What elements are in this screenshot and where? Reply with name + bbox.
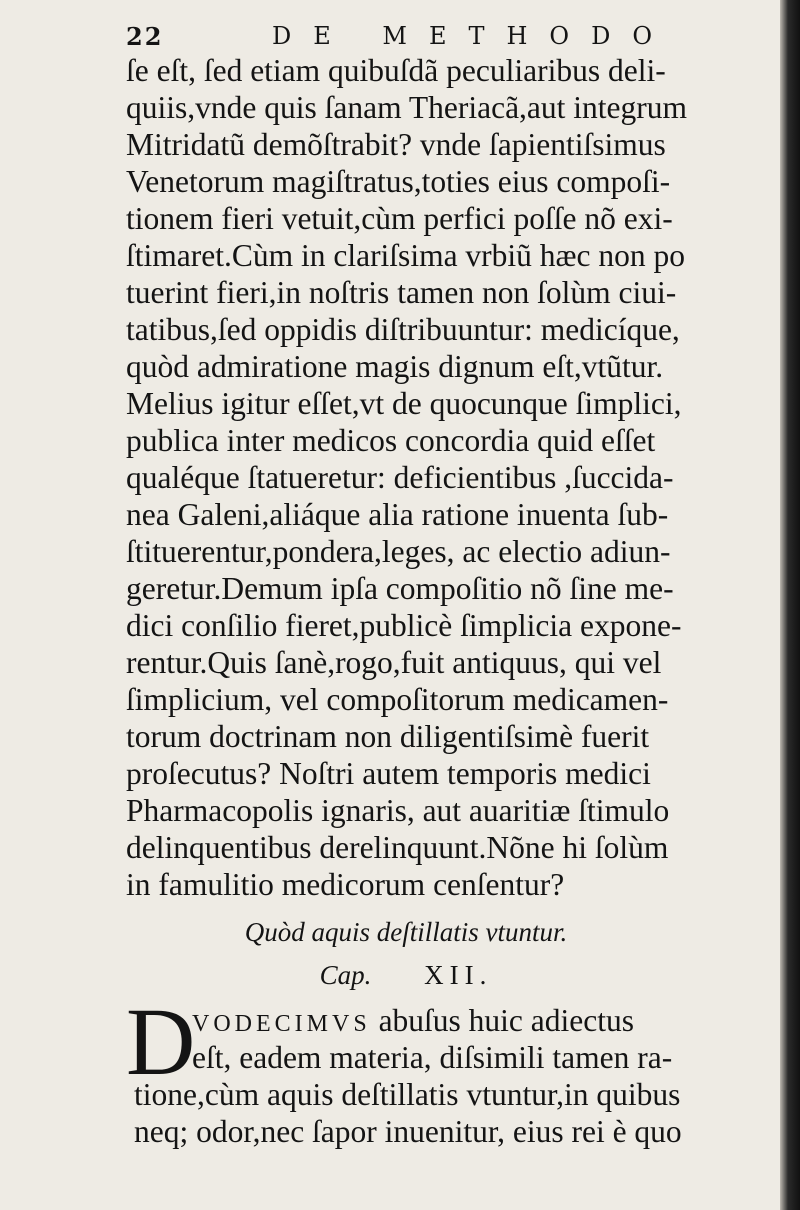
text-line: geretur.Demum ipſa compoſitio nõ ſine me-	[126, 571, 674, 606]
text-line: quòd admiratione magis dignum eſt,vtũtur.	[126, 349, 664, 384]
text-line: eſt, eadem materia, diſsimili tamen ra-	[192, 1040, 673, 1075]
text-line: in famulitio medicorum cenſentur?	[126, 867, 565, 902]
text-line: qualéque ſtatueretur: deficientibus ,ſuccida-	[126, 460, 674, 495]
text-line: Venetorum magiſtratus,toties eius compoſi-	[126, 164, 671, 199]
text-line: ſtituerentur,pondera,leges, ac electio adiun-	[126, 534, 671, 569]
text-line: publica inter medicos concordia quid eſſet	[126, 423, 656, 458]
text-line: neq; odor,nec ſapor inuenitur, eius rei è quo	[134, 1114, 682, 1149]
text-line: ſimplicium, vel compoſitorum medicamen-	[126, 682, 669, 717]
text-line: dici conſilio fieret,publicè ſimplicia expone-	[126, 608, 682, 643]
text-line: Mitridatũ demõſtrabit? vnde ſapientiſsimus	[126, 127, 666, 162]
first-word: VODECIMVS	[192, 1011, 371, 1037]
text-line: tione,cùm aquis deſtillatis vtuntur,in quibus	[134, 1077, 681, 1112]
text-line: tuerint fieri,in noſtris tamen non ſolùm ciui-	[126, 275, 677, 310]
text-line: rentur.Quis ſanè,rogo,fuit antiquus, qui vel	[126, 645, 662, 680]
running-title: DE METHODO	[272, 22, 675, 50]
text-line: Pharmacopolis ignaris, aut auaritiæ ſtimulo	[126, 793, 670, 828]
text-line: quiis,vnde quis ſanam Theriacã,aut integrum	[126, 90, 688, 125]
body-text	[126, 52, 696, 903]
page-number: 22	[126, 22, 164, 51]
text-line: tatibus,ſed oppidis diſtribuuntur: medicíque,	[126, 312, 680, 347]
text-line: nea Galeni,aliáque alia ratione inuenta ſub-	[126, 497, 669, 532]
chapter-body	[134, 1002, 696, 1150]
text-line: torum doctrinam non diligentiſsimè fuerit	[126, 719, 650, 754]
text-line: proſecutus? Noſtri autem temporis medici	[126, 756, 651, 791]
text-line: ſtimaret.Cùm in clariſsima vrbiũ hæc non po	[126, 238, 686, 273]
drop-cap: D	[126, 988, 196, 1095]
chapter-title: Quòd aquis deſtillatis vtuntur.	[244, 917, 568, 947]
line-rest: abuſus huic adiectus	[370, 1003, 634, 1038]
text-line: ſe eſt, ſed etiam quibuſdã peculiaribus deli-	[126, 53, 666, 88]
text-line: Melius igitur eſſet,vt de quocunque ſimplici,	[126, 386, 682, 421]
text-line: tionem fieri vetuit,cùm perfici poſſe nõ exi-	[126, 201, 673, 236]
text-line	[134, 1002, 696, 1039]
text-line: delinquentibus derelinquunt.Nõne hi ſolùm	[126, 830, 669, 865]
chapter-numeral: XII.	[424, 960, 493, 990]
book-gutter-shadow	[780, 0, 800, 1210]
chapter-number	[126, 955, 686, 995]
chapter-label: Cap.	[319, 960, 372, 990]
